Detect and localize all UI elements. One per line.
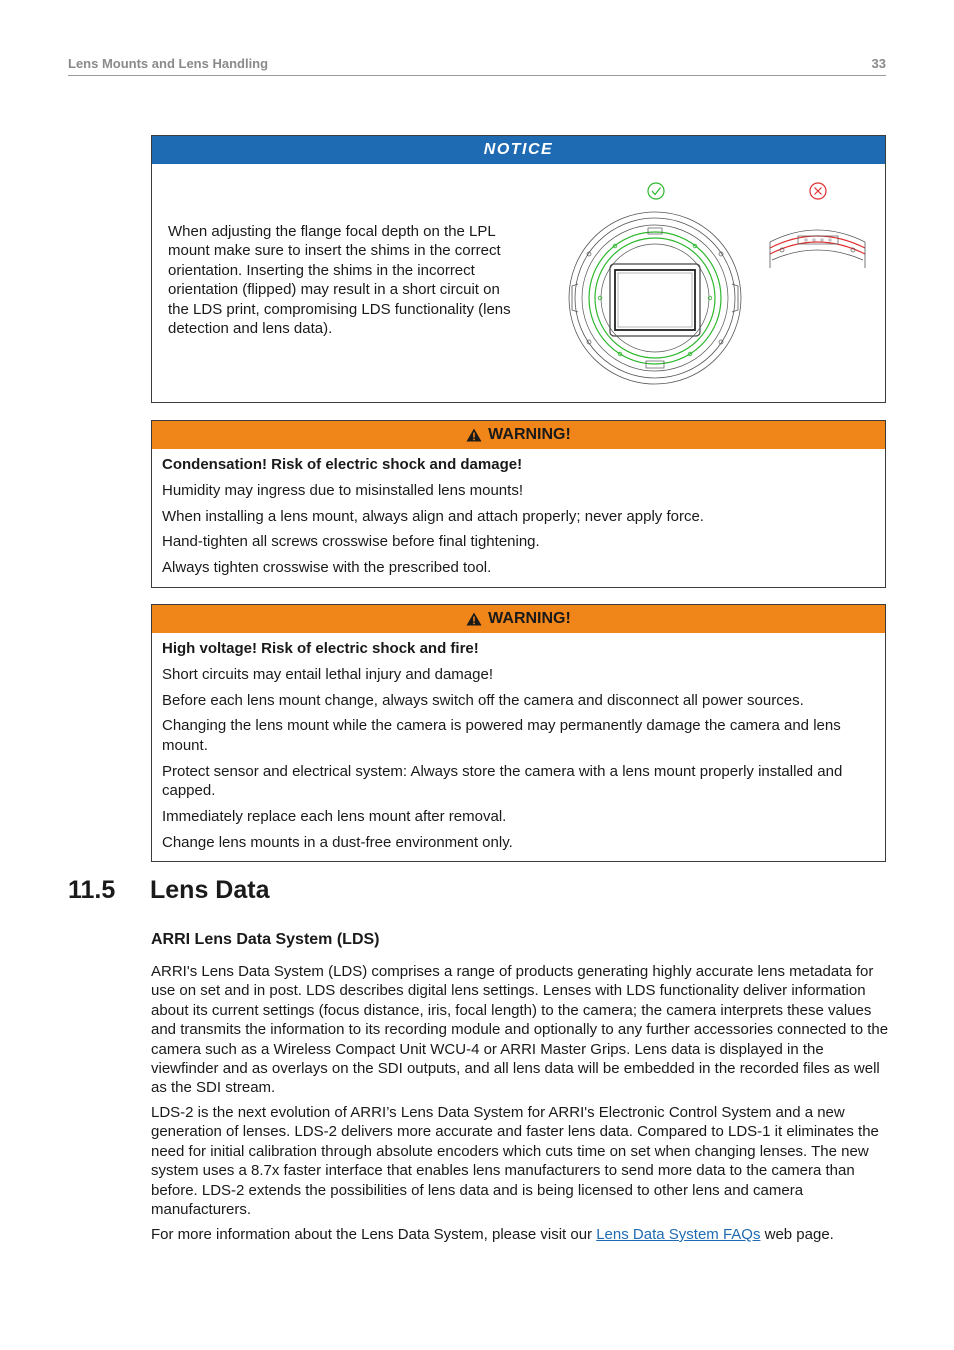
warning-line: When installing a lens mount, always align and attach properly; never apply force. [162,507,704,525]
warning-line: Changing the lens mount while the camera is powered may permanently damage the camera and lens mount. [162,717,841,754]
notice-text: When adjusting the flange focal depth on the LPL mount make sure to insert the shims in the correct orientation. Inserting the shims in the incorrect orientation (flipped) may result in a short circuit on the LDS print, compromising LDS functionality (lens detection and lens data). [168,223,511,338]
warning-label: WARNING! [488,426,571,443]
lens-mount-drawing [569,212,741,384]
warning-line: Change lens mounts in a dust-free environment only. [162,833,513,851]
cross-icon [810,183,826,199]
lds-faq-link[interactable]: Lens Data System FAQs [596,1226,761,1243]
section-number: 11.5 [68,876,116,904]
warning-triangle-icon [466,428,482,442]
section-title: Lens Data [150,876,270,904]
warning-header [152,605,885,633]
warning-label: WARNING! [488,610,571,627]
warning-line: Short circuits may entail lethal injury and damage! [162,665,493,683]
body-paragraph: ARRI's Lens Data System (LDS) comprises a range of products generating highly accurate lens metadata for use on set and in post. LDS describes digital lens settings. Lenses with LDS functionality deliver information about its current settings (focus distance, iris, focal length) to the camera; the camera interprets these values and transmits the information to its recording module and optionally to any further accessories connected to the camera such as a Wireless Compact Unit WCU-4 or ARRI Master Grips. Lens data is displayed in the viewfinder and as overlays on the SDI outputs, and all lens data will be embedded in the recorded files as well as the SDI stream. [151,963,889,1097]
page-number: 33 [871,56,886,71]
body-paragraph: LDS-2 is the next evolution of ARRI’s Lens Data System for ARRI's Electronic Control System and a new generation of lenses. LDS-2 delivers more accurate and faster lens data. Compared to LDS-1 it eliminates the need for initial calibration through absolute encoders which cuts time on set when changing lenses. The new system uses a 8.7x faster interface that enables lens manufacturers to send more data to the camera than before. LDS-2 extends the possibilities of lens data and is being licensed to other lens and camera manufacturers. [151,1104,879,1219]
warning-line: Hand-tighten all screws crosswise before final tightening. [162,533,540,551]
flipped-shim-drawing [770,230,865,268]
para-suffix: web page. [760,1226,834,1243]
warning-lead: High voltage! Risk of electric shock and fire! [162,640,479,657]
warning-lead: Condensation! Risk of electric shock and damage! [162,456,523,473]
warning-line: Immediately replace each lens mount after removal. [162,807,507,825]
warning-box-condensation [151,420,886,588]
warning-header [152,421,885,449]
warning-body [152,449,885,578]
warning-box-high-voltage [151,604,886,862]
warning-line: Before each lens mount change, always switch off the camera and disconnect all power sources. [162,691,804,709]
subheading: ARRI Lens Data System (LDS) [151,931,380,948]
section-heading [68,876,269,905]
warning-line: Always tighten crosswise with the prescribed tool. [162,559,492,577]
notice-header [152,136,885,164]
running-header [68,56,886,76]
lens-mount-shim-illustration [560,176,870,391]
para-prefix: For more information about the Lens Data System, please visit our [151,1226,597,1243]
notice-box [151,135,886,403]
warning-triangle-icon [466,612,482,626]
warning-line: Protect sensor and electrical system: Always store the camera with a lens mount properly installed and capped. [162,762,843,799]
check-icon [648,183,664,199]
chapter-title: Lens Mounts and Lens Handling [68,56,269,71]
body-paragraph-link [151,1225,891,1244]
warning-line: Humidity may ingress due to misinstalled lens mounts! [162,481,523,499]
notice-label: NOTICE [483,141,554,158]
warning-body [152,633,885,852]
